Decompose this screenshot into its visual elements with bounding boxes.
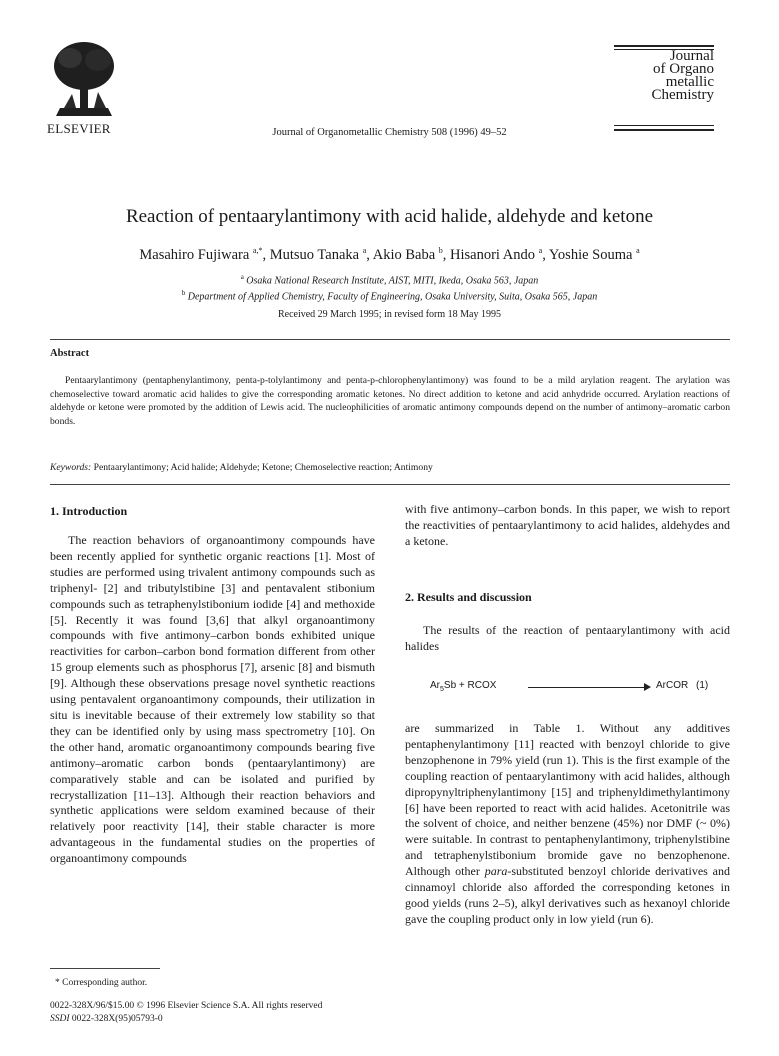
- affiliation-mark: a: [240, 273, 244, 281]
- affiliation-mark: b: [181, 289, 186, 297]
- journal-logo-line: Journal: [669, 48, 714, 64]
- keywords-label: Keywords:: [50, 462, 92, 473]
- section-heading-introduction: 1. Introduction: [50, 504, 128, 518]
- received-dates: Received 29 March 1995; in revised form 18 May 1995: [277, 309, 501, 320]
- introduction-paragraph: The reaction behaviors of organoantimony compounds have been recently applied for synthetic organic reactions [1]. Most of studies are performed using trivalent antimony compounds such as triphenyl- [2] and tributylstibine [3] and pentavalent stibonium compounds such as tetraphenylstibonium iodide [4] and methoxide [5]. Recently it was found [3,6] that alkyl organoantimony compounds with five antimony–carbon bonds exhibited unique reactivities for carbon–carbon bond formation different from other 15 group elements such as phosphorus [7], arsenic [8] and bismuth [9]. Although these observations presage novel synthetic reactions using pentavalent organoantimony compounds, their utilization in situ is inevitable because of their extremely low stability so that they can be identified only by using mass spectrometry [10]. On the other hand, aromatic organoantimony compounds bearing five antimony–aromatic carbon bonds (pentaarylantimony) are comparatively stable and can be isolated and purified by recrystallization [11–13]. Although their reaction behaviors and synthetic applications were seldom examined because of their relatively poor reactivity [14], their stable character is more advantageous in the fundamental studies on the properties of organoantimony compounds: [50, 533, 375, 866]
- author-name: Mutsuo Tanaka: [269, 246, 360, 263]
- equation-lhs: $Ar_5Sb$ + RCOX: [430, 680, 497, 693]
- reaction-arrowhead: [644, 683, 651, 691]
- author-affiliation-mark: a: [538, 246, 543, 255]
- journal-citation: Journal of Organometallic Chemistry 508 (1996) 49–52: [272, 127, 507, 138]
- publisher-name: ELSEVIER: [47, 121, 111, 136]
- keywords-bottom-rule: [50, 484, 730, 485]
- corresponding-author-note: * Corresponding author.: [55, 978, 148, 988]
- author-name: Akio Baba: [372, 246, 436, 263]
- equation-rhs: ArCOR: [656, 680, 689, 691]
- author-affiliation-mark: a: [636, 246, 640, 255]
- copyright-line: 0022-328X/96/$15.00 © 1996 Elsevier Science S.A. All rights reserved: [50, 1001, 323, 1011]
- ssdi-label: SSDI: [50, 1014, 70, 1024]
- results-paragraph: are summarized in Table 1. Without any additives pentaphenylantimony [11] reacted with benzoyl chloride to give benzophenone in 79% yield (run 1). This is the first example of the coupling reaction of pentaarylantimony with acid halides, although dipropynyltriphenylantimony [15] and triphenyldimethylantimony [6] have been reported to react with acid halides. Acetonitrile was the solvent of choice, and neither benzene (45%) nor DMF (~ 0%) were suitable. In contrast to pentaphenylantimony, triphenylstibine and tetraphenylstibonium bromide gave no benzophenone. Although other para-substituted benzoyl chloride derivatives and cinnamoyl chloride also afforded the corresponding ketones in good yields (runs 2–5), alkyl derivatives such as hexanoyl chloride gave the coupling product only in low yield (run 6).: [405, 721, 730, 926]
- journal-logo-line: metallic: [665, 74, 714, 90]
- equation-1: [430, 680, 720, 696]
- elsevier-tree-logo: [50, 38, 118, 122]
- author-affiliation-mark: a,*: [252, 246, 263, 255]
- ssdi-code: 0022-328X(95)05793-0: [71, 1014, 163, 1024]
- affiliation-b: [0, 289, 779, 302]
- abstract-top-rule: [50, 339, 730, 340]
- footnote-rule: [50, 968, 160, 969]
- keywords-text: Pentaarylantimony; Acid halide; Aldehyde; Ketone; Chemoselective reaction; Antimony: [93, 462, 433, 473]
- author-name: Masahiro Fujiwara: [139, 246, 250, 263]
- article-title: Reaction of pentaarylantimony with acid halide, aldehyde and ketone: [125, 206, 654, 227]
- journal-logo-line: Chemistry: [651, 87, 714, 103]
- author-list: Masahiro Fujiwara $^{a,*}$, Mutsuo Tanaka $^a$, Akio Baba $^b$, Hisanori Ando $^a$, Yoshie Souma $^a$: [139, 246, 640, 263]
- abstract-text: Pentaarylantimony (pentaphenylantimony, penta-p-tolylantimony and penta-p-chlorophenylantimony) was found to be a mild arylation reagent. The arylation was chemoselective toward aromatic acid halides to give the corresponding aromatic ketones. No direct addition to ketone and acid anhydride occurred. Arylation reactions of aldehyde or ketone were promoted by the addition of Lewis acid. The nucleophilicities of aromatic antimony compounds depend on the number of antimony–aromatic carbon bonds.: [50, 375, 730, 428]
- journal-logo-line: of Organo: [653, 61, 714, 77]
- journal-logo: [604, 50, 714, 102]
- affiliation-text: Department of Applied Chemistry, Faculty of Engineering, Osaka University, Suita, Osaka 565, Japan: [187, 291, 598, 303]
- ssdi-line: [50, 1014, 163, 1024]
- affiliation-text: Osaka National Research Institute, AIST, MITI, Ikeda, Osaka 563, Japan: [246, 275, 539, 287]
- author-affiliation-mark: a: [362, 246, 367, 255]
- results-intro: The results of the reaction of pentaarylantimony with acid halides: [405, 623, 730, 653]
- author-affiliation-mark: b: [438, 246, 443, 255]
- section-heading-results: 2. Results and discussion: [405, 590, 532, 604]
- reaction-arrow: [528, 687, 648, 688]
- abstract-heading: Abstract: [50, 348, 90, 359]
- author-name: Hisanori Ando: [450, 246, 535, 263]
- author-name: Yoshie Souma: [548, 246, 633, 263]
- keywords: [50, 462, 730, 473]
- affiliation-a: [0, 273, 779, 286]
- introduction-continued: with five antimony–carbon bonds. In this paper, we wish to report the reactivities of pentaarylantimony to acid halides, aldehydes and a ketone.: [405, 502, 730, 548]
- equation-number: (1): [696, 680, 709, 691]
